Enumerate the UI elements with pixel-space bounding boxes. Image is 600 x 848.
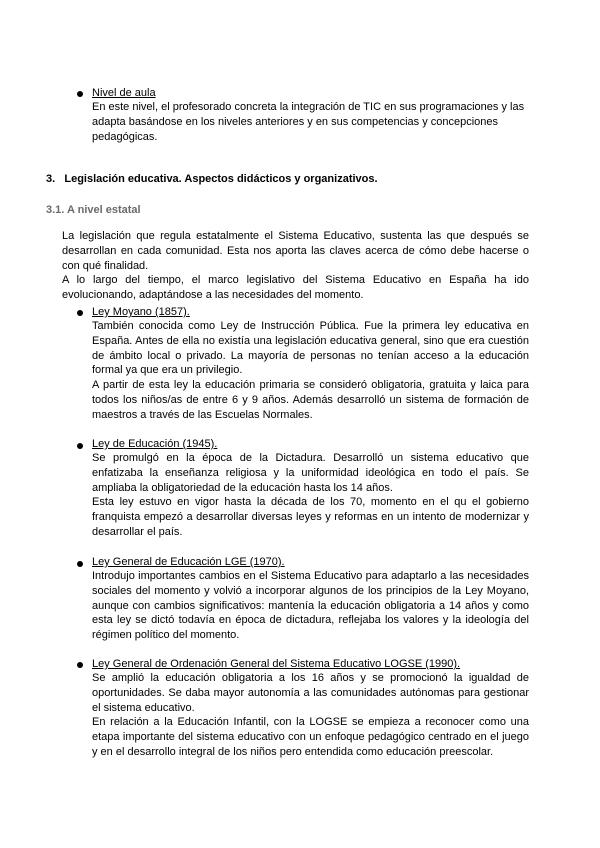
bullet-dot [77, 91, 83, 97]
law-paragraph: Esta ley estuvo en vigor hasta la década de los 70, momento en el qu el gobierno franquista empezó a desarrollar diversas leyes y reformas en un intento de modernizar y desarrollar el país. [92, 496, 529, 538]
intro-paragraph: La legislación que regula estatalmente el Sistema Educativo, sustenta las que después se desarrollan en cada comunidad. Esta nos aporta las claves acerca de cómo debe hacerse o con qué finalidad. [62, 230, 529, 272]
law-title: Ley Moyano (1857). [92, 306, 190, 318]
law-paragraph: Se promulgó en la época de la Dictadura. Desarrolló un sistema educativo que enfatizaba la enseñanza religiosa y la uniformidad ideológica en todo el país. Se ampliaba la obligatoriedad de la educación hasta los 14 años. [92, 452, 529, 494]
section-heading [46, 172, 378, 186]
intro-item-title: Nivel de aula [92, 87, 156, 99]
law-item [92, 657, 529, 760]
law-paragraph: A partir de esta ley la educación primaria se consideró obligatoria, gratuita y laica para todos los niños/as de entre 6 y 9 años. Además desarrolló un sistema de formación de maestros a través de las Escuelas Normales. [92, 379, 529, 421]
intro-item-text: En este nivel, el profesorado concreta la integración de TIC en sus programaciones y las adapta basándose en los niveles anteriores y en sus competencias y concepciones pedagógicas. [92, 101, 525, 143]
section-number: 3. [46, 173, 56, 185]
law-title: Ley de Educación (1945). [92, 438, 218, 450]
intro-item [92, 86, 529, 144]
law-paragraph: También conocida como Ley de Instrucción Pública. Fue la primera ley educativa en España. Antes de ella no existía una legislación educativa general, sino que era cuestión de ámbito local o privado. La mayoría de personas no tenían acceso a la educación formal ya que era un privilegio. [92, 320, 529, 377]
intro-text [62, 229, 529, 303]
law-title: Ley General de Ordenación General del Sistema Educativo LOGSE (1990). [92, 658, 461, 670]
law-paragraph: Se amplió la educación obligatoria a los 16 años y se promocionó la igualdad de oportunidades. Se daba mayor autonomía a las comunidades autónomas para gestionar el sistema educativo. [92, 672, 529, 714]
law-paragraph: En relación a la Educación Infantil, con la LOGSE se empieza a reconocer como una etapa importante del sistema educativo con un enfoque pedagógico centrado en el juego y en el desarrollo integral de los niños pero entendida como educación preescolar. [92, 716, 529, 758]
section-title: Legislación educativa. Aspectos didácticos y organizativos. [64, 173, 378, 185]
intro-paragraph: A lo largo del tiempo, el marco legislativo del Sistema Educativo en España ha ido evolucionando, adaptándose a las necesidades del momento. [62, 274, 529, 302]
law-paragraph: Introdujo importantes cambios en el Sistema Educativo para adaptarlo a las necesidades sociales del momento y volvió a incorporar algunos de los principios de la Ley Moyano, aunque con cambios significativos: mantenía la educación obligatoria a 14 años y como esta ley se dictó todavía en época de dictadura, reflejaba los valores y la ideología del régimen político del momento. [92, 570, 529, 642]
bullet-dot [77, 443, 83, 449]
law-item [92, 437, 529, 540]
bullet-dot [77, 561, 83, 567]
law-item [92, 555, 529, 643]
bullet-dot [77, 662, 83, 668]
subsection-heading [46, 203, 141, 217]
subsection-number: 3.1. [46, 204, 65, 216]
bullet-dot [77, 310, 83, 316]
law-title: Ley General de Educación LGE (1970). [92, 556, 285, 568]
subsection-title: A nivel estatal [67, 204, 141, 216]
law-item [92, 305, 529, 423]
